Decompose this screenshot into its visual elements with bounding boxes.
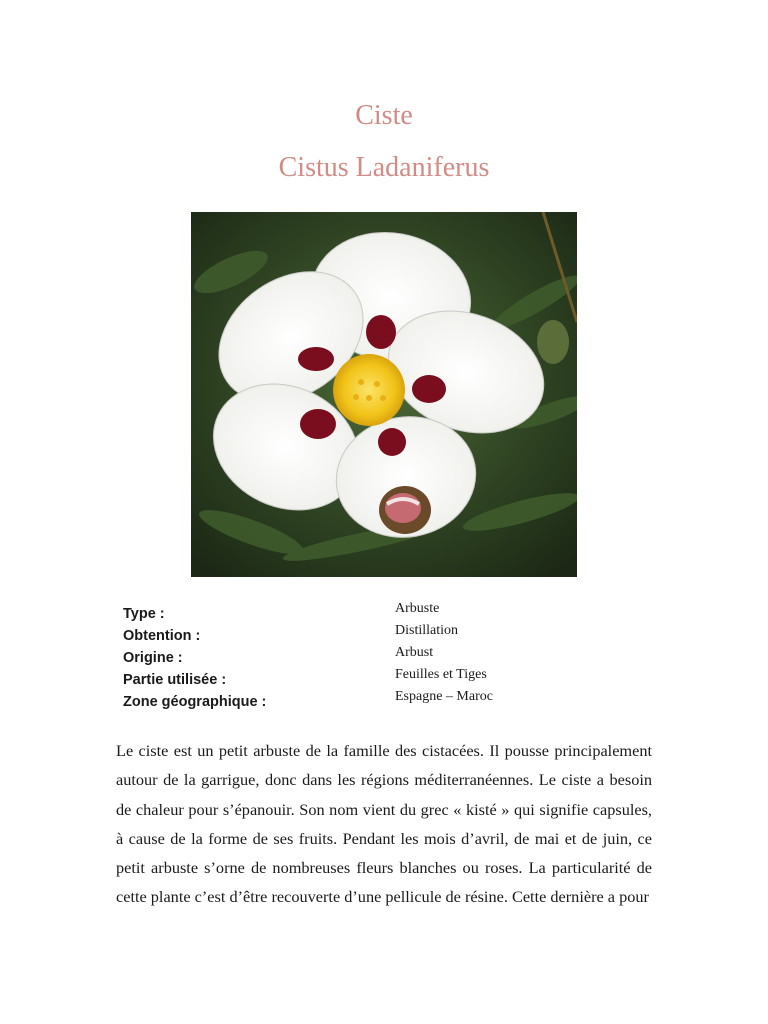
document-title: Ciste bbox=[355, 100, 413, 131]
flower-photo bbox=[191, 212, 577, 577]
fact-label-origine: Origine : bbox=[123, 650, 183, 666]
fact-value-obtention: Distillation bbox=[395, 623, 458, 638]
fact-value-origine: Arbust bbox=[395, 645, 434, 660]
fact-label-type: Type : bbox=[123, 606, 165, 622]
facts-labels bbox=[123, 603, 383, 713]
fact-value-type: Arbuste bbox=[395, 601, 440, 616]
document-subtitle: Cistus Ladaniferus bbox=[278, 152, 490, 183]
fact-label-obtention: Obtention : bbox=[123, 628, 201, 644]
fact-label-partie: Partie utilisée : bbox=[123, 672, 227, 688]
fact-value-partie: Feuilles et Tiges bbox=[395, 667, 487, 682]
fact-label-zone: Zone géographique : bbox=[123, 694, 267, 710]
facts-values bbox=[395, 598, 655, 708]
fact-value-zone: Espagne – Maroc bbox=[395, 689, 493, 704]
flower-illustration bbox=[191, 212, 577, 577]
description-paragraph: Le ciste est un petit arbuste de la famille des cistacées. Il pousse principalement autour de la garrigue, donc dans les régions méditerranéennes. Le ciste a besoin de chaleur pour s’épanouir. Son nom vient du grec « kisté » qui signifie capsules, à cause de la forme de ses fruits. Pendant les mois d’avril, de mai et de juin, ce petit arbuste s’orne de nombreuses fleurs blanches ou roses. La particularité de cette plante c’est d’être recouverte d’une pellicule de résine. Cette dernière a pour bbox=[116, 741, 652, 907]
